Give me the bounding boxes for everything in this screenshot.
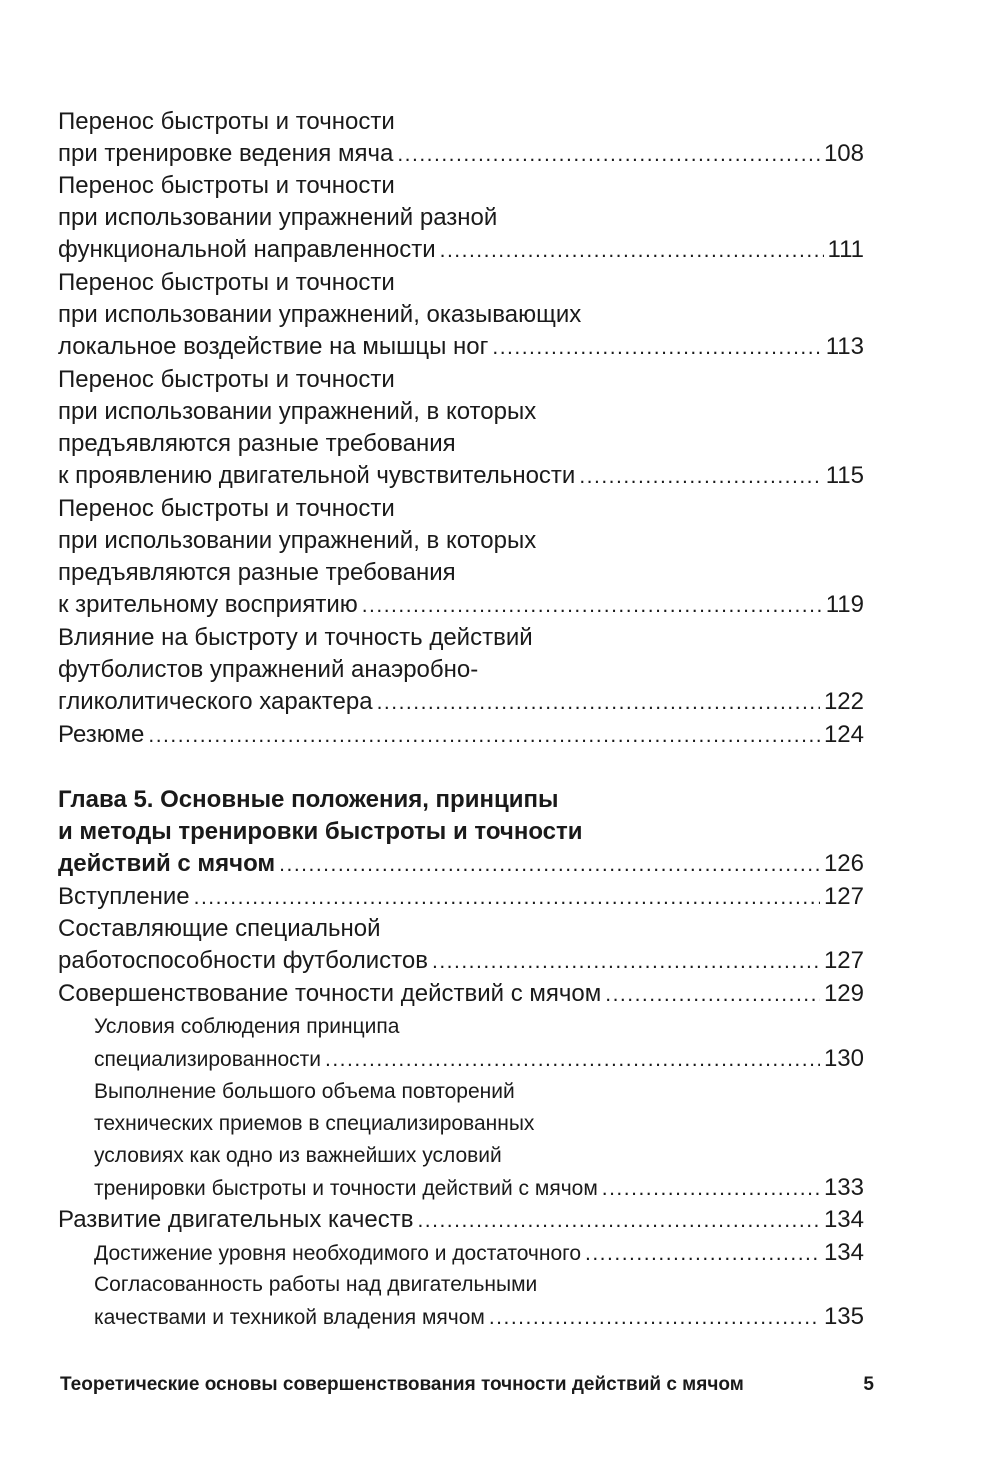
dot-leader bbox=[585, 1243, 820, 1264]
dot-leader bbox=[492, 337, 821, 358]
toc-page-number: 127 bbox=[823, 883, 864, 910]
dot-leader bbox=[602, 1178, 820, 1199]
dot-leader bbox=[432, 951, 820, 972]
dot-leader bbox=[579, 466, 821, 487]
dot-leader bbox=[417, 1210, 819, 1231]
toc-entry-title: функциональной направленности bbox=[58, 236, 436, 263]
toc-page-number: 130 bbox=[823, 1045, 864, 1072]
toc-entry-line: Перенос быстроты и точности bbox=[58, 495, 395, 522]
toc-page-number: 113 bbox=[825, 333, 864, 360]
toc-entry[interactable] bbox=[58, 335, 864, 359]
toc-subentry-line: Согласованность работы над двигательными bbox=[94, 1273, 538, 1296]
toc-entry-line: при использовании упражнений разной bbox=[58, 204, 498, 231]
toc-subentry[interactable] bbox=[94, 1047, 864, 1071]
toc-entry-line: Составляющие специальной bbox=[58, 915, 381, 942]
page-number: 5 bbox=[863, 1374, 874, 1395]
toc-page-number: 133 bbox=[823, 1174, 864, 1201]
toc-entry-title: Резюме bbox=[58, 721, 145, 748]
toc-page-number: 129 bbox=[823, 980, 864, 1007]
dot-leader bbox=[605, 984, 820, 1005]
dot-leader bbox=[397, 144, 820, 165]
running-title: Теоретические основы совершенствования точности действий с мячом bbox=[60, 1374, 744, 1395]
toc-entry[interactable] bbox=[58, 885, 864, 909]
dot-leader bbox=[148, 725, 820, 746]
toc-subentry-line: технических приемов в специализированных bbox=[94, 1112, 535, 1135]
chapter-heading-line: Глава 5. Основные положения, принципы bbox=[58, 786, 559, 813]
toc-page-number: 126 bbox=[823, 850, 864, 877]
dot-leader bbox=[377, 692, 820, 713]
dot-leader bbox=[325, 1049, 820, 1070]
toc-entry-title: Совершенствование точности действий с мячом bbox=[58, 980, 602, 1007]
chapter-heading-title: действий с мячом bbox=[58, 850, 276, 877]
toc-entry-title: при тренировке ведения мяча bbox=[58, 140, 394, 167]
toc-page-number: 134 bbox=[823, 1239, 864, 1266]
dot-leader bbox=[194, 887, 820, 908]
chapter-heading[interactable] bbox=[58, 852, 864, 876]
toc-page-number: 108 bbox=[823, 140, 864, 167]
toc-entry-line: Перенос быстроты и точности bbox=[58, 366, 395, 393]
toc-subentry-line: Выполнение большого объема повторений bbox=[94, 1080, 515, 1103]
toc-entry-line: предъявляются разные требования bbox=[58, 559, 456, 586]
toc-entry-title: гликолитического характера bbox=[58, 688, 373, 715]
toc-entry[interactable] bbox=[58, 238, 864, 262]
toc-subentry-line: условиях как одно из важнейших условий bbox=[94, 1144, 502, 1167]
toc-subentry-title: Достижение уровня необходимого и достаточного bbox=[94, 1242, 582, 1265]
toc-entry[interactable] bbox=[58, 1208, 864, 1232]
toc-entry-line: при использовании упражнений, в которых bbox=[58, 398, 537, 425]
toc-entry-line: при использовании упражнений, в которых bbox=[58, 527, 537, 554]
toc-entry-line: при использовании упражнений, оказывающих bbox=[58, 301, 582, 328]
toc-entry[interactable] bbox=[58, 464, 864, 488]
toc-entry-title: к проявлению двигательной чувствительности bbox=[58, 462, 576, 489]
toc-entry-line: Перенос быстроты и точности bbox=[58, 269, 395, 296]
toc-page-number: 134 bbox=[823, 1206, 864, 1233]
chapter-heading-line: и методы тренировки быстроты и точности bbox=[58, 818, 583, 845]
toc-entry-line: предъявляются разные требования bbox=[58, 430, 456, 457]
dot-leader bbox=[440, 240, 824, 261]
toc-page-number: 122 bbox=[823, 688, 864, 715]
toc-entry[interactable] bbox=[58, 723, 864, 747]
toc-page-number: 127 bbox=[823, 947, 864, 974]
page-footer bbox=[60, 1374, 874, 1404]
toc-page-number: 135 bbox=[823, 1303, 864, 1330]
toc-entry-title: Вступление bbox=[58, 883, 190, 910]
toc-page-number: 124 bbox=[823, 721, 864, 748]
toc-entry-line: Влияние на быстроту и точность действий bbox=[58, 624, 533, 651]
toc-entry[interactable] bbox=[58, 982, 864, 1006]
toc-entry-line: Перенос быстроты и точности bbox=[58, 172, 395, 199]
toc-subentry[interactable] bbox=[94, 1176, 864, 1200]
toc-page-number: 115 bbox=[825, 462, 864, 489]
toc-entry-title: локальное воздействие на мышцы ног bbox=[58, 333, 489, 360]
toc-entry-line: Перенос быстроты и точности bbox=[58, 108, 395, 135]
toc-subentry-title: специализированности bbox=[94, 1048, 322, 1071]
toc-page-number: 111 bbox=[827, 236, 864, 263]
toc-subentry[interactable] bbox=[94, 1305, 864, 1329]
toc-subentry-title: качествами и техникой владения мячом bbox=[94, 1306, 485, 1329]
toc-page-number: 119 bbox=[825, 591, 864, 618]
toc-entry-title: работоспособности футболистов bbox=[58, 947, 428, 974]
toc-entry-line: футболистов упражнений анаэробно- bbox=[58, 656, 479, 683]
toc-subentry[interactable] bbox=[94, 1241, 864, 1265]
toc-entry[interactable] bbox=[58, 142, 864, 166]
toc-entry[interactable] bbox=[58, 593, 864, 617]
dot-leader bbox=[279, 854, 820, 875]
toc-entry-title: к зрительному восприятию bbox=[58, 591, 358, 618]
dot-leader bbox=[362, 595, 822, 616]
toc-entry[interactable] bbox=[58, 690, 864, 714]
dot-leader bbox=[489, 1307, 820, 1328]
toc-subentry-title: тренировки быстроты и точности действий с мячом bbox=[94, 1177, 598, 1200]
toc-subentry-line: Условия соблюдения принципа bbox=[94, 1015, 400, 1038]
toc-entry[interactable] bbox=[58, 949, 864, 973]
toc-entry-title: Развитие двигательных качеств bbox=[58, 1206, 414, 1233]
